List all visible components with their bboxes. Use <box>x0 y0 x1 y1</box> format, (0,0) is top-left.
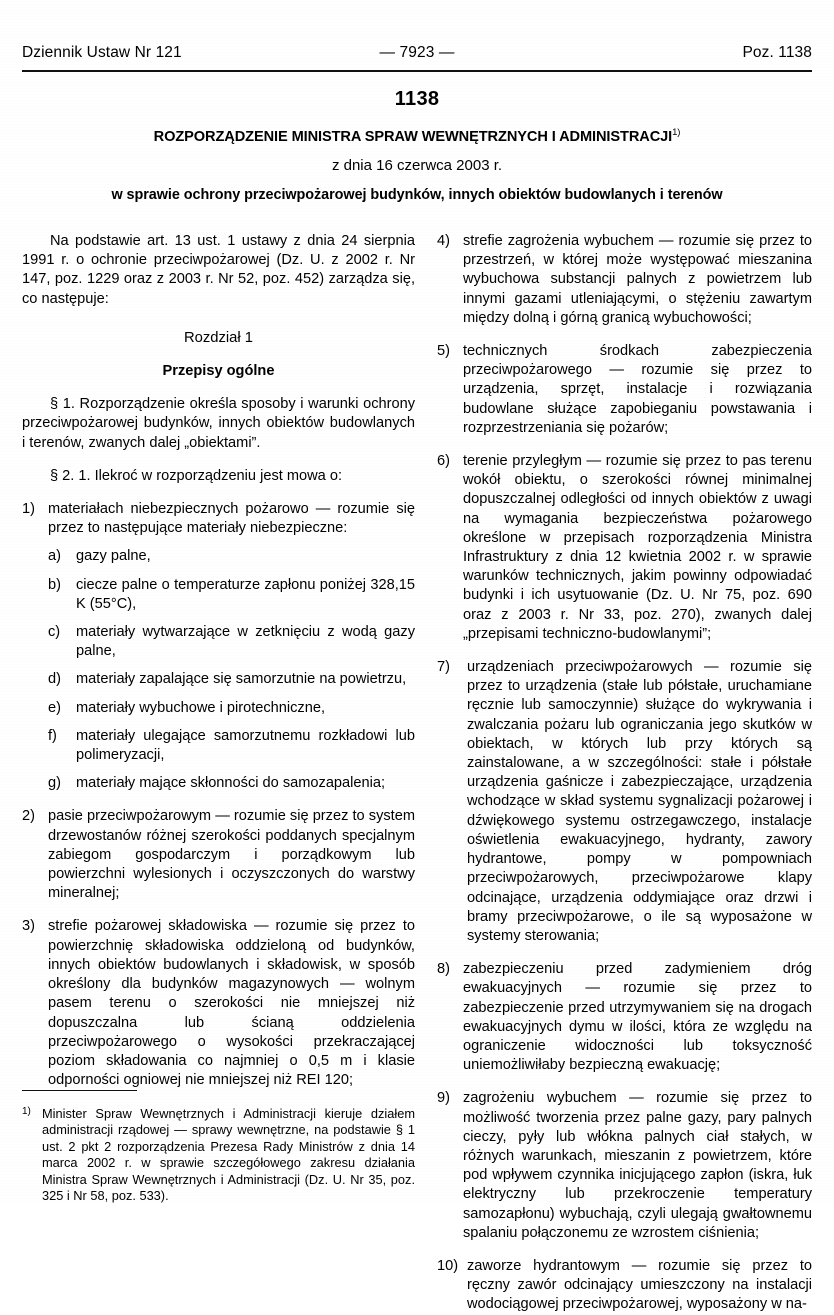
list-item <box>437 342 812 438</box>
act-title-text: ROZPORZĄDZENIE MINISTRA SPRAW WEWNĘTRZNYCH I ADMINISTRACJI <box>153 128 673 145</box>
act-date: z dnia 16 czerwca 2003 r. <box>331 157 503 174</box>
list-item-text: urządzeniach przeciwpożarowych — rozumie się przez to urządzenia (stałe lub półstałe, uruchamiane ręcznie lub samoczynnie) służące do wykrywania i zwalczania pożaru lub ograniczania jego skutków w obiektach, w których lub przy których są zainstalowane, a w szczególności: stałe i półstałe urządzenia gaśnicze i zabezpieczające, urządzenia wchodzące w skład systemu sygnalizacji pożarowej i dźwiękowego systemu ostrzegawczego, instalacje oświetlenia ewakuacyjnego, hydranty, zawory hydrantowe, pompy w pompowniach przeciwpożarowych, przeciwpożarowe klapy odcinające, urządzenia oddymiające oraz drzwi i bramy przeciwpożarowe, o ile są wyposażone w systemy sterowania; <box>467 659 812 944</box>
list-item-text: materiały mające skłonności do samozapalenia; <box>76 775 386 792</box>
paragraph-2: § 2. 1. Ilekroć w rozporządzeniu jest mowa o: <box>50 467 343 484</box>
list-item-text: strefie zagrożenia wybuchem — rozumie się przez to przestrzeń, w której może występować mieszanina wybuchowa substancji palnych z powietrzem lub innymi gazami utleniającymi, o stężeniu zawartym między dolną i górną granicą wybuchowości; <box>463 233 812 326</box>
preamble: Na podstawie art. 13 ust. 1 ustawy z dnia 24 sierpnia 1991 r. o ochronie przeciwpożarowej (Dz. U. z 2002 r. Nr 147, poz. 1229 oraz z 2003 r. Nr 52, poz. 452) zarządza się, co następuje: <box>22 233 415 307</box>
list-item-marker: 10) <box>437 1257 459 1274</box>
list-item-marker: 5) <box>437 343 450 360</box>
list-item-text: strefie pożarowej składowiska — rozumie się przez to powierzchnię składowiska oddzieloną od budynków, innych obiektów budowlanych i składowisk, w sposób określony dla budynków magazynowych — wolnym pasem terenu o szerokości nie mniejszej niż dopuszczalna lub ścianą oddzielenia przeciwpożarowego o wysokości przekraczającej poziom składowania co najmniej o 0,5 m i klasie odporności ogniowej nie mniejszej niż REI 120; <box>48 918 415 1089</box>
footnote-rule <box>22 1090 137 1091</box>
act-title <box>60 127 774 145</box>
list-item-marker: 6) <box>437 453 450 470</box>
list-item <box>22 699 415 718</box>
chapter-title: Przepisy ogólne <box>162 363 275 380</box>
act-number: 1138 <box>394 88 440 110</box>
footnote-text: Minister Spraw Wewnętrznych i Administracji kieruje działem administracji rządowej — sprawy wewnętrzne, na podstawie § 1 ust. 2 pkt 2 rozporządzenia Prezesa Rady Ministrów z dnia 14 marca 2002 r. w sprawie szczegółowego zakresu działania Ministra Spraw Wewnętrznych i Administracji (Dz. U. Nr 35, poz. 325 i Nr 58, poz. 533). <box>42 1106 415 1204</box>
column-left <box>22 232 415 1090</box>
header-rule <box>22 70 812 72</box>
list-item-marker: 9) <box>437 1090 450 1107</box>
list-item-marker: e) <box>48 699 61 716</box>
footnote-marker: 1) <box>22 1106 31 1117</box>
list-item-marker: g) <box>48 775 61 792</box>
list-item-text: materiały wybuchowe i pirotechniczne, <box>76 699 326 716</box>
list-item-text: materiałach niebezpiecznych pożarowo — rozumie się przez to następujące materiały niebezpieczne: <box>48 501 415 537</box>
list-item <box>22 576 415 614</box>
column-right <box>437 232 812 1315</box>
footnote <box>22 1106 415 1204</box>
list-item-text: terenie przyległym — rozumie się przez to pas terenu wokół obiektu, o szerokości równej minimalnej dopuszczalnej odległości od innych obiektów z uwagi na wymagania bezpieczeństwa pożarowego określone w przepisach rozporządzenia Ministra Infrastruktury z dnia 12 kwietnia 2002 r. w sprawie warunków technicznych, jakim powinny odpowiadać budynki i ich usytuowanie (Dz. U. Nr 75, poz. 690 oraz z 2003 r. Nr 33, poz. 270), zwanych dalej „przepisami techniczno-budowlanymi”; <box>463 453 812 642</box>
list-item <box>22 917 415 1090</box>
running-head <box>22 44 812 62</box>
list-item-text: materiały zapalające się samorzutnie na powietrzu, <box>76 671 407 688</box>
running-head-center: — 7923 — <box>379 44 455 61</box>
list-item <box>22 774 415 793</box>
list-item-text: zaworze hydrantowym — rozumie się przez to ręczny zawór odcinający umieszczony na instalacji wodociągowej przeciwpożarowej, wyposażony w na- <box>467 1257 812 1313</box>
list-item-marker: 4) <box>437 233 450 249</box>
list-item <box>437 232 812 328</box>
list-item-text: ciecze palne o temperaturze zapłonu poniżej 328,15 K (55°C), <box>76 576 415 612</box>
list-item-text: zagrożeniu wybuchem — rozumie się przez to możliwość tworzenia przez palne gazy, pary palnych cieczy, pyły lub włókna palnych ciał stałych, w różnych warunkach, mieszanin z powietrzem, które pod wpływem czynnika inicjującego zapłon (iskra, łuk elektryczny lub przekroczenie temperatury samozapłonu) wybuchają, czyli ulegają gwałtownemu spalaniu połączonemu ze wzrostem ciśnienia; <box>463 1090 812 1241</box>
list-item-marker: f) <box>48 727 57 744</box>
chapter-number: Rozdział 1 <box>183 329 254 346</box>
list-item <box>437 1089 812 1243</box>
list-item <box>22 500 415 538</box>
list-item-text: zabezpieczeniu przed zadymieniem dróg ewakuacyjnych — rozumie się przez to zabezpieczenie przed utrzymywaniem się na drogach ewakuacyjnych dymu w ilości, która ze względu na ograniczenie widoczności lub toksyczność uniemożliwiłaby bezpieczną ewakuację; <box>463 961 812 1074</box>
list-item <box>437 960 812 1075</box>
list-item-text: materiały wytwarzające w zetknięciu z wodą gazy palne, <box>76 624 415 660</box>
list-item-marker: 2) <box>22 808 35 825</box>
list-item-marker: 1) <box>22 501 35 518</box>
act-title-footnote-mark: 1) <box>672 127 681 138</box>
list-item-text: technicznych środkach zabezpieczenia przeciwpożarowego — rozumie się przez to urządzenia, sprzęt, instalacje i rozwiązania budowlane służące zapobieganiu powstawania i rozprzestrzeniania się pożarów; <box>463 343 812 436</box>
list-item <box>437 1257 812 1315</box>
list-item <box>22 807 415 903</box>
running-head-right: Poz. 1138 <box>742 44 812 61</box>
list-item-marker: 7) <box>437 659 450 676</box>
list-item-marker: a) <box>48 548 61 565</box>
list-item-marker: c) <box>48 624 61 641</box>
list-item <box>437 658 812 946</box>
list-item-text: pasie przeciwpożarowym — rozumie się przez to system drzewostanów różnej szerokości poddanych specjalnym zabiegom gospodarczym i porządkowym lub powierzchni wylesionych i oczyszczonych do warstwy mineralnej; <box>48 808 415 902</box>
list-item-marker: 3) <box>22 918 35 935</box>
list-item <box>22 623 415 661</box>
list-item-marker: d) <box>48 671 61 688</box>
list-item <box>437 452 812 644</box>
list-item-text: materiały ulegające samorzutnemu rozkładowi lub polimeryzacji, <box>76 727 415 764</box>
list-item-text: gazy palne, <box>76 548 151 565</box>
act-subject: w sprawie ochrony przeciwpożarowej budynków, innych obiektów budowlanych i terenów <box>111 187 723 203</box>
list-item-marker: 8) <box>437 961 450 978</box>
list-item <box>22 670 415 689</box>
list-item <box>22 727 415 765</box>
paragraph-1: § 1. Rozporządzenie określa sposoby i warunki ochrony przeciwpożarowej budynków, innych obiektów budowlanych i terenów, zwanych dalej „obiektami”. <box>22 396 415 451</box>
list-item <box>22 547 415 566</box>
running-head-left: Dziennik Ustaw Nr 121 <box>22 44 182 61</box>
list-item-marker: b) <box>48 576 61 593</box>
